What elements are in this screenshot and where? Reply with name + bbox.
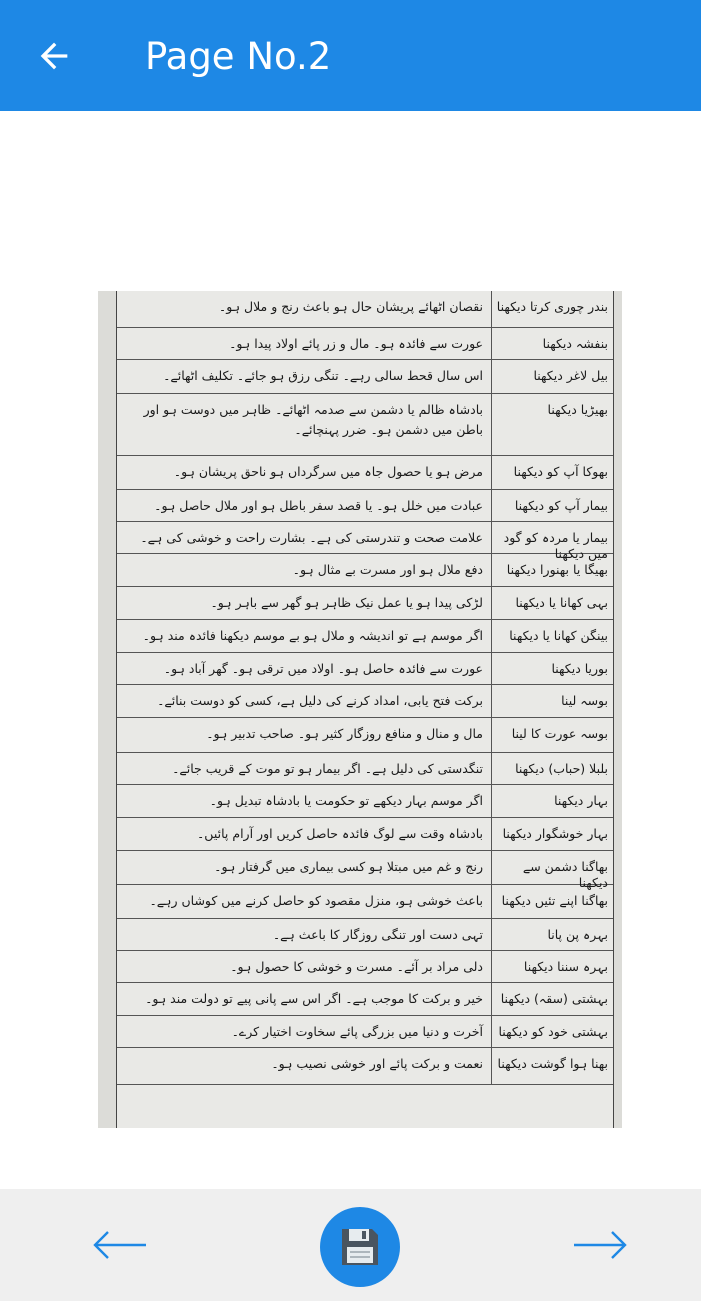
dream-meaning: برکت فتح یابی، امداد کرنے کی دلیل ہے، کسی کو دوست بنائے۔	[157, 693, 483, 708]
dream-term: بندر چوری کرتا دیکھنا	[491, 291, 613, 327]
dream-term: بہرہ پن پانا	[491, 919, 613, 950]
previous-page-button[interactable]	[90, 1215, 150, 1275]
table-row	[117, 456, 613, 490]
table-row	[117, 685, 613, 718]
dream-term: بوسہ عورت کا لینا	[491, 718, 613, 752]
dream-meaning: بادشاہ ظالم یا دشمن سے صدمہ اٹھائے۔ ظاہر میں دوست ہو اور باطن میں دشمن ہو۔ ضرر پہنچائے۔	[143, 402, 483, 437]
table-row	[117, 620, 613, 653]
page-title: Page No.2	[145, 35, 332, 78]
dream-meaning: دفع ملال ہو اور مسرت بے مثال ہو۔	[292, 562, 483, 577]
dream-meaning: عبادت میں خلل ہو۔ یا قصد سفر باطل ہو اور ملال حاصل ہو۔	[154, 498, 483, 513]
dream-meaning: آخرت و دنیا میں بزرگی پائے سخاوت اختیار کرے۔	[231, 1024, 483, 1039]
dream-meaning: تہی دست اور تنگی روزگار کا باعث ہے۔	[272, 927, 483, 942]
dream-meaning: تنگدستی کی دلیل ہے۔ اگر بیمار ہو تو موت کے قریب جائے۔	[172, 761, 483, 776]
table-row	[117, 885, 613, 919]
table-row	[117, 753, 613, 785]
dream-term: بہرہ سننا دیکھنا	[491, 951, 613, 982]
table-row	[117, 983, 613, 1016]
dream-term: بہار خوشگوار دیکھنا	[491, 818, 613, 850]
dream-meaning: اگر موسم بہار دیکھے تو حکومت یا بادشاہ تبدیل ہو۔	[209, 793, 483, 808]
dream-term: بنفشہ دیکھنا	[491, 328, 613, 359]
arrow-left-icon	[92, 1230, 148, 1260]
table-row	[117, 1016, 613, 1048]
dream-term: بوریا دیکھنا	[491, 653, 613, 684]
dream-term: بیل لاغر دیکھنا	[491, 360, 613, 393]
dream-meaning: مرض ہو یا حصول جاہ میں سرگرداں ہو ناحق پریشان ہو۔	[173, 464, 483, 479]
dream-meaning: اگر موسم ہے تو اندیشہ و ملال ہو بے موسم دیکھنا فائدہ مند ہو۔	[142, 628, 483, 643]
dream-meaning: لڑکی پیدا ہو یا عمل نیک ظاہر ہو گھر سے باہر ہو۔	[210, 595, 483, 610]
table-row	[117, 951, 613, 983]
arrow-left-icon	[34, 36, 74, 76]
table-row	[117, 785, 613, 818]
dream-meaning: عورت سے فائدہ ہو۔ مال و زر پائے اولاد پیدا ہو۔	[229, 336, 483, 351]
back-button[interactable]	[22, 24, 86, 88]
table-row	[117, 394, 613, 456]
next-page-button[interactable]	[570, 1215, 630, 1275]
table-row	[117, 718, 613, 753]
table-row	[117, 851, 613, 890]
dream-term: بھنا ہوا گوشت دیکھنا	[491, 1048, 613, 1084]
dream-meaning: مال و منال و منافع روزگار کثیر ہو۔ صاحب تدبیر ہو۔	[206, 726, 483, 741]
table-row	[117, 554, 613, 587]
table-row	[117, 919, 613, 951]
dream-term: بھاگنا اپنے تئیں دیکھنا	[491, 885, 613, 918]
dream-term: بہی کھانا یا دیکھنا	[491, 587, 613, 619]
table-row	[117, 653, 613, 685]
dream-meaning: عورت سے فائدہ حاصل ہو۔ اولاد میں ترقی ہو۔ گھر آباد ہو۔	[163, 661, 483, 676]
dream-term: بیمار یا مردہ کو گود میں دیکھنا	[491, 522, 613, 553]
dream-meaning: دلی مراد بر آئے۔ مسرت و خوشی کا حصول ہو۔	[230, 959, 483, 974]
table-row	[117, 587, 613, 620]
table-row	[117, 522, 613, 561]
dream-term: بوسہ لینا	[491, 685, 613, 717]
dream-term: بلبلا (حباب) دیکھنا	[491, 753, 613, 784]
page-margin-left	[98, 291, 117, 1128]
dream-meaning: رنج و غم میں مبتلا ہو کسی بیماری میں گرفتار ہو۔	[214, 859, 483, 874]
page-margin-right	[614, 291, 622, 1128]
dream-term: بھیڑیا دیکھنا	[491, 394, 613, 455]
table-row	[117, 490, 613, 522]
arrow-right-icon	[572, 1230, 628, 1260]
newspaper-page-image[interactable]	[98, 291, 622, 1128]
table-row	[117, 360, 613, 394]
dream-meaning: نقصان اٹھائے پریشان حال ہو باعث رنج و ملال ہو۔	[218, 299, 483, 314]
table-row	[117, 291, 613, 328]
dream-meaning: علامت صحت و تندرستی کی ہے۔ بشارت راحت و خوشی کی ہے۔	[140, 530, 483, 545]
dream-term: بیمار آپ کو دیکھنا	[491, 490, 613, 521]
floppy-disk-icon	[338, 1225, 382, 1269]
app-bar	[0, 0, 701, 111]
dream-term: بھوکا آپ کو دیکھنا	[491, 456, 613, 489]
table-row	[117, 1048, 613, 1085]
dream-meaning: اس سال قحط سالی رہے۔ تنگی رزق ہو جائے۔ تکلیف اٹھائے۔	[163, 368, 483, 383]
dream-meaning: بادشاہ وقت سے لوگ فائدہ حاصل کریں اور آرام پائیں۔	[196, 826, 483, 841]
dream-term: بھیگا یا بھنورا دیکھنا	[491, 554, 613, 586]
dream-term: بھاگنا دشمن سے دیکھنا	[491, 851, 613, 884]
table-row	[117, 818, 613, 851]
dream-term: بینگن کھانا یا دیکھنا	[491, 620, 613, 652]
bottom-bar	[0, 1189, 701, 1301]
dream-meaning: باعث خوشی ہو، منزل مقصود کو حاصل کرنے میں کوشاں رہے۔	[149, 893, 483, 908]
save-button[interactable]	[320, 1207, 400, 1287]
dream-term: بہشتی (سقہ) دیکھنا	[491, 983, 613, 1015]
dream-term: بہار دیکھنا	[491, 785, 613, 817]
dream-interpretation-table	[116, 291, 614, 1128]
dream-term: بہشتی خود کو دیکھنا	[491, 1016, 613, 1047]
dream-meaning: نعمت و برکت پائے اور خوشی نصیب ہو۔	[271, 1056, 483, 1071]
dream-meaning: خیر و برکت کا موجب ہے۔ اگر اس سے پانی پیے تو دولت مند ہو۔	[145, 991, 483, 1006]
table-row	[117, 328, 613, 360]
